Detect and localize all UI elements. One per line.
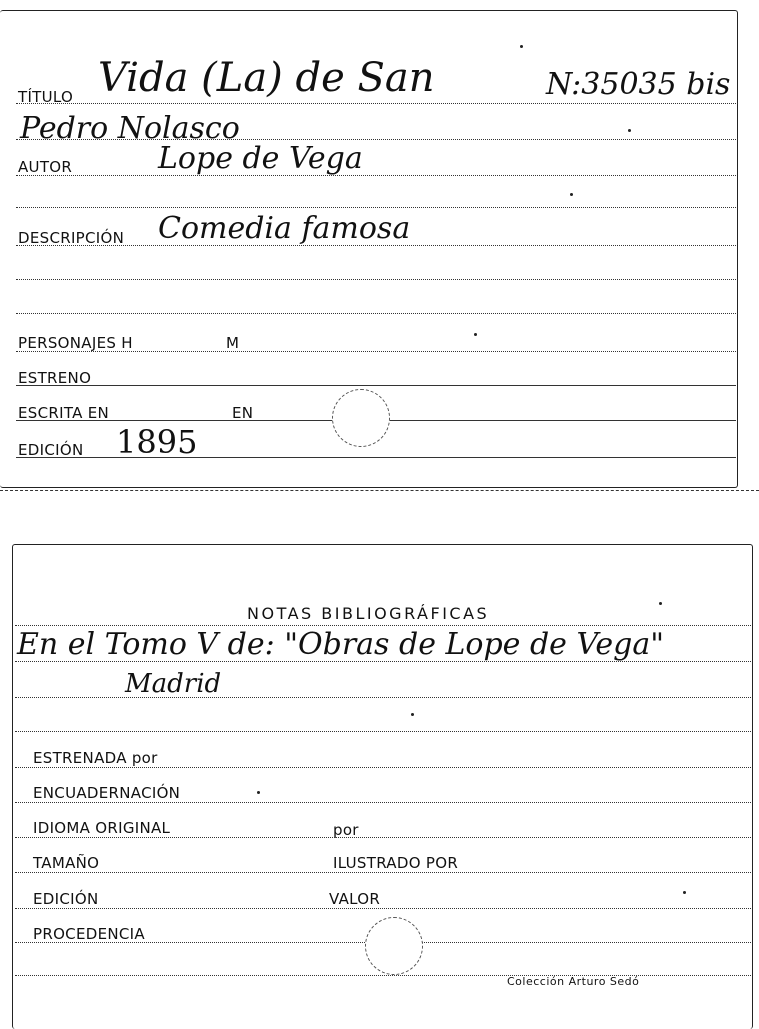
estreno-rule: [16, 385, 736, 386]
nota-rule-1: [15, 661, 751, 662]
descripcion-rule: [16, 245, 736, 246]
escrita-label: ESCRITA EN: [18, 404, 110, 422]
edicion-back-rule: [15, 908, 751, 909]
idioma-rule: [15, 837, 751, 838]
card-front-lower-edge: [0, 490, 759, 491]
edicion-rule: [16, 457, 736, 458]
notas-heading: NOTAS BIBLIOGRÁFICAS: [247, 604, 490, 623]
estrenada-label: ESTRENADA por: [33, 749, 158, 767]
encuadernacion-label: ENCUADERNACIÓN: [33, 784, 181, 802]
speck: [683, 891, 686, 894]
tamano-label: TAMAÑO: [33, 854, 100, 872]
ilustrado-label: ILUSTRADO POR: [333, 854, 459, 872]
speck: [257, 791, 260, 794]
speck: [474, 333, 477, 336]
autor-label: AUTOR: [18, 158, 73, 176]
edicion-back-label: EDICIÓN: [33, 890, 99, 908]
edicion-value: 1895: [116, 423, 198, 461]
catalog-number: N:35035 bis: [546, 67, 731, 102]
card-back: [12, 544, 753, 1029]
nota-line-2: Madrid: [125, 669, 222, 699]
speck: [628, 129, 631, 132]
autor-value: Lope de Vega: [158, 141, 363, 176]
autor-rule: [16, 175, 736, 176]
speck: [411, 713, 414, 716]
escrita-en-label: EN: [232, 404, 254, 422]
descripcion-label: DESCRIPCIÓN: [18, 229, 125, 247]
personajes-h-label: PERSONAJES H: [18, 334, 133, 352]
blank-rule-3: [16, 313, 736, 314]
titulo-rule: [16, 103, 736, 104]
blank-rule-2: [16, 279, 736, 280]
punch-hole-front: [332, 389, 390, 447]
estreno-label: ESTRENO: [18, 369, 92, 387]
estrenada-rule: [15, 767, 751, 768]
blank-back-rule: [15, 975, 751, 976]
titulo-value: Vida (La) de San: [98, 55, 435, 101]
nota-line-1: En el Tomo V de: "Obras de Lope de Vega": [17, 627, 665, 662]
nota-rule-3: [15, 731, 751, 732]
descripcion-value: Comedia famosa: [158, 211, 411, 246]
valor-label: VALOR: [329, 890, 381, 908]
card-front: [0, 10, 738, 488]
titulo-cont-rule: [16, 139, 736, 140]
procedencia-label: PROCEDENCIA: [33, 925, 145, 943]
edicion-label: EDICIÓN: [18, 441, 84, 459]
titulo-continuation: Pedro Nolasco: [20, 111, 240, 146]
por-label: por: [333, 821, 359, 839]
personajes-rule: [16, 351, 736, 352]
blank-rule-1: [16, 207, 736, 208]
speck: [570, 193, 573, 196]
speck: [659, 602, 662, 605]
encuadernacion-rule: [15, 802, 751, 803]
punch-hole-back: [365, 917, 423, 975]
heading-rule: [15, 625, 751, 626]
coleccion-credit: Colección Arturo Sedó: [507, 975, 640, 988]
speck: [520, 45, 523, 48]
personajes-m-label: M: [226, 334, 240, 352]
nota-rule-2: [15, 697, 751, 698]
titulo-label: TÍTULO: [18, 88, 74, 106]
idioma-label: IDIOMA ORIGINAL: [33, 819, 171, 837]
tamano-rule: [15, 872, 751, 873]
